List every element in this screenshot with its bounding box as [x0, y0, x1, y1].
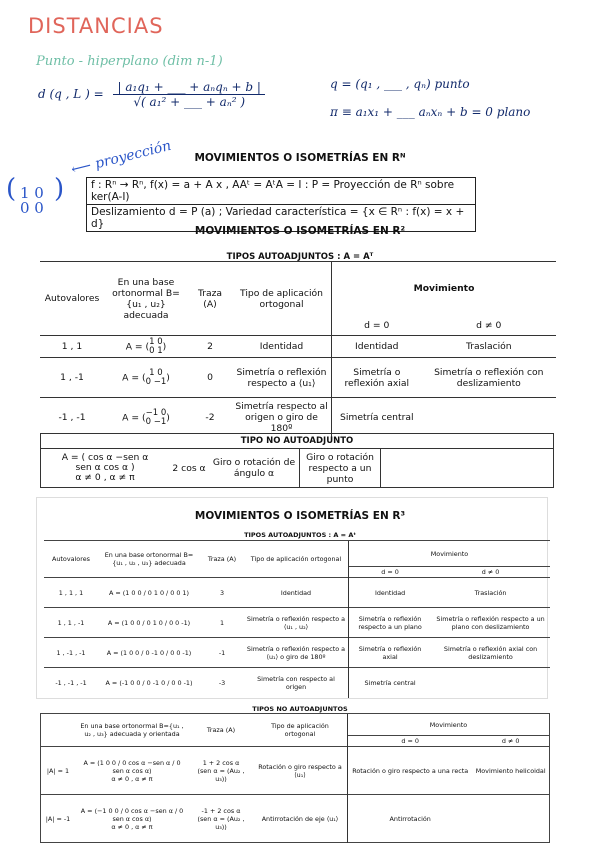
r3-non-h-mov: Movimiento	[348, 714, 550, 736]
r2-h-type: Tipo de aplicación ortogonal	[232, 262, 332, 336]
subtitle-note: Punto - hiperplano (dim n-1)	[36, 54, 223, 69]
r2-row	[40, 398, 556, 438]
r2-dn: Simetría o reflexión con deslizamiento	[422, 358, 556, 398]
definitions-note	[330, 70, 530, 126]
r3-non-table	[40, 713, 550, 843]
r3-row: 1 , 1 , 1 A = (1 0 0 / 0 1 0 / 0 0 1) 3 Identidad Identidad Traslación	[44, 578, 550, 608]
r3-non-h-type: Tipo de aplicación ortogonal	[253, 714, 348, 747]
r2-eig: 1 , 1	[40, 336, 104, 358]
r2-d0: Identidad	[332, 336, 422, 358]
projection-note: ⟵ proyección	[69, 137, 173, 179]
page-title: DISTANCIAS	[28, 14, 164, 38]
distance-numerator: | a₁q₁ + ___ + aₙqₙ + b |	[113, 80, 264, 95]
r2-matrix: A = (−1 0 0 −1)	[104, 398, 188, 438]
r2-eig: -1 , -1	[40, 398, 104, 438]
r2-h-mov: Movimiento	[332, 262, 557, 316]
r2-d0: Simetría central	[332, 398, 422, 438]
r3-non-h-base: En una base ortonormal B={u₁ , u₂ , u₃} adecuada y orientada	[75, 714, 189, 747]
r3-row: 1 , 1 , -1 A = (1 0 0 / 0 1 0 / 0 0 -1) 1 Simetría o reflexión respecto a ⟨u₁ , u₂⟩ Simetría o reflexión respecto a un plano Simetría o reflexión respecto a un plano con deslizamiento	[44, 608, 550, 638]
rn-line-2: Deslizamiento d = P (a) ; Variedad característica = {x ∈ Rⁿ : f(x) = x + d}	[91, 206, 465, 230]
rn-line-1: f : Rⁿ → Rⁿ, f(x) = a + A x , AAᵗ = AᵗA = I : P = Proyección de Rⁿ sobre ker(A-I)	[87, 178, 475, 205]
r2-matrix: A = (1 0 0 1)	[104, 336, 188, 358]
r2-adj-title: TIPOS AUTOADJUNTOS : A = Aᵀ	[226, 252, 374, 262]
r2-type: Identidad	[232, 336, 332, 358]
r2-h-trace: Traza (A)	[188, 262, 232, 336]
r3-non-title: TIPOS NO AUTOADJUNTOS	[252, 705, 348, 713]
distance-lhs: d (q , L ) =	[38, 87, 104, 101]
plane-definition: π ≡ a₁x₁ + ___ aₙxₙ + b = 0 plano	[330, 105, 531, 119]
r2-trace: 0	[188, 358, 232, 398]
r3-non-h-d0: d = 0	[348, 736, 473, 747]
r2-dn	[422, 398, 556, 438]
distance-fraction	[113, 80, 264, 109]
r2-non-adj-box	[40, 433, 554, 488]
r2-row	[40, 336, 556, 358]
r2-non-trace: 2 cos α	[172, 462, 206, 474]
r2-trace: 2	[188, 336, 232, 358]
r3-non-h-dn: d ≠ 0	[472, 736, 549, 747]
r3-h-base: En una base ortonormal B={u₁ , u₂ , u₃} adecuada	[98, 541, 200, 578]
r2-type: Simetría respecto al origen o giro de 180º	[232, 398, 332, 438]
r2-non-title: TIPO NO AUTOADJUNTO	[41, 434, 553, 449]
r2-d0: Simetría o reflexión axial	[332, 358, 422, 398]
rn-title: MOVIMIENTOS O ISOMETRÍAS EN Rᴺ	[194, 152, 406, 164]
r3-non-h-trace: Traza (A)	[189, 714, 253, 747]
rn-box	[86, 177, 476, 232]
handwritten-matrix: ( 1 0 0 0 )	[6, 174, 65, 217]
r3-row: -1 , -1 , -1 A = (-1 0 0 / 0 -1 0 / 0 0 -1) -3 Simetría con respecto al origen Simetría central	[44, 668, 550, 698]
r3-h-mov: Movimiento	[349, 541, 551, 567]
r3-h-type: Tipo de aplicación ortogonal	[244, 541, 349, 578]
distance-denominator: √( a₁² + ___ + aₙ² )	[133, 95, 245, 109]
r3-row: 1 , -1 , -1 A = (1 0 0 / 0 -1 0 / 0 0 -1) -1 Simetría o reflexión respecto a ⟨u₁⟩ o giro de 180º Simetría o reflexión axial Simetría o reflexión axial con deslizamiento	[44, 638, 550, 668]
r3-h-dn: d ≠ 0	[431, 567, 550, 578]
r2-h-base: En una base ortonormal B={u₁ , u₂} adecuada	[104, 262, 188, 336]
point-definition: q = (q₁ , ___ , qₙ) punto	[330, 77, 470, 91]
r2-h-dn: d ≠ 0	[476, 319, 502, 331]
r3-non-row: |A| = -1 A = (−1 0 0 / 0 cos α −sen α / 0 sen α cos α) α ≠ 0 , α ≠ π -1 + 2 cos α (sen α = (Au₂ , u₃)) Antirrotación de eje ⟨u₁⟩ Antirrotación	[41, 795, 550, 843]
r2-non-matrix: A = ( cos α −sen α sen α cos α ) α ≠ 0 , α ≠ π	[61, 452, 149, 483]
r2-title: MOVIMIENTOS O ISOMETRÍAS EN R²	[194, 225, 406, 237]
r3-non-row: |A| = 1 A = (1 0 0 / 0 cos α −sen α / 0 sen α cos α) α ≠ 0 , α ≠ π 1 + 2 cos α (sen α = (Au₂ , u₃)) Rotación o giro respecto a ⟨u₁⟩ Rotación o giro respecto a una recta Movimiento helicoidal	[41, 747, 550, 795]
r3-h-eig: Autovalores	[44, 541, 98, 578]
r2-h-eig: Autovalores	[40, 262, 104, 336]
r2-non-row	[41, 449, 553, 487]
r3-table	[44, 540, 550, 698]
r2-trace: -2	[188, 398, 232, 438]
r3-title: MOVIMIENTOS O ISOMETRÍAS EN R³	[194, 510, 406, 522]
r3-h-trace: Traza (A)	[200, 541, 244, 578]
r2-row	[40, 358, 556, 398]
distance-formula	[38, 80, 265, 109]
r2-non-type: Giro o rotación de ángulo α	[212, 457, 296, 479]
r2-type: Simetría o reflexión respecto a ⟨u₁⟩	[232, 358, 332, 398]
r2-eig: 1 , -1	[40, 358, 104, 398]
r3-h-d0: d = 0	[349, 567, 432, 578]
r2-h-d0: d = 0	[332, 316, 422, 336]
r2-matrix: A = ( 1 0 0 −1)	[104, 358, 188, 398]
r3-adj-title: TIPOS AUTOADJUNTOS : A = Aᵗ	[244, 531, 356, 539]
r2-table	[40, 261, 556, 438]
r2-dn: Traslación	[422, 336, 556, 358]
r2-non-mov: Giro o rotación respecto a un punto	[299, 449, 381, 487]
